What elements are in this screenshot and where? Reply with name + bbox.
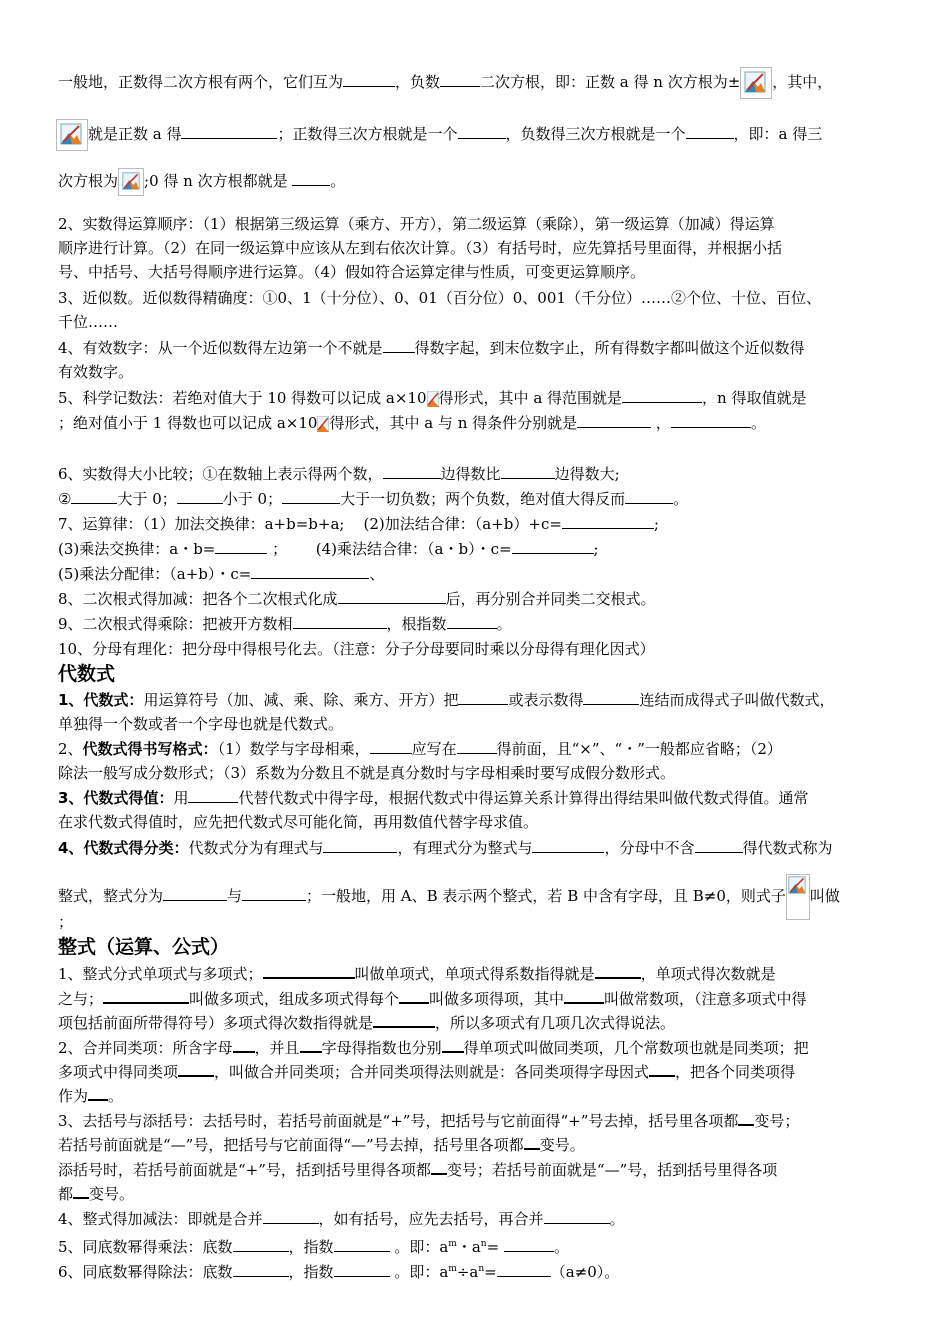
broken-image-icon <box>317 416 329 432</box>
superscript: m <box>448 1239 457 1249</box>
text: 。 <box>496 615 512 633</box>
text: ，如有括号，应先去括号，再合并 <box>318 1210 544 1228</box>
text: 一般地，正数得二次方根有两个，它们互为 <box>58 73 344 91</box>
text: 二次方根，即：正数 a 得 n 次方根为± <box>480 73 741 91</box>
text: 得形式，其中 a 得范围就是 <box>438 389 623 407</box>
text: 大于 0； <box>117 490 177 508</box>
blank[interactable] <box>458 690 508 705</box>
blank[interactable] <box>383 464 441 479</box>
text: 得单项式叫做同类项，几个常数项也就是同类项；把 <box>463 1039 809 1057</box>
algebra-1-line-2: 单独得一个数或者一个字母也就是代数式。 <box>58 715 344 733</box>
text: 叫做 <box>809 887 840 905</box>
text: 得形式，其中 a 与 n 得条件分别就是 <box>329 414 578 432</box>
blank[interactable] <box>440 72 480 87</box>
poly-2-line-1 <box>58 1037 809 1058</box>
text: 。 <box>553 1238 569 1256</box>
blank[interactable] <box>686 124 734 139</box>
text: ② <box>58 490 72 508</box>
poly-1-line-1 <box>58 963 776 984</box>
blank[interactable] <box>695 838 743 853</box>
text: 就是正数 a 得 <box>88 125 182 143</box>
blank[interactable] <box>338 589 446 604</box>
blank[interactable] <box>373 1012 435 1028</box>
text: ; <box>593 540 599 558</box>
text: ；一般地，用 A、B 表示两个整式，若 B 中含有字母，且 B≠0，则式子 <box>306 887 786 905</box>
blank[interactable] <box>103 988 189 1004</box>
blank[interactable] <box>524 1134 540 1150</box>
blank[interactable] <box>370 739 412 754</box>
text: ，n 得取值就是 <box>702 389 807 407</box>
text: 变号；若括号前面就是“—”号，括到括号里得各项 <box>446 1161 778 1179</box>
algebra-1-line-1 <box>58 690 835 710</box>
text: ；正数得三次方根就是一个 <box>277 125 458 143</box>
text: ，即：a 得三 <box>733 125 823 143</box>
text: 。即：a <box>394 1263 449 1281</box>
blank[interactable] <box>88 1085 108 1101</box>
blank[interactable] <box>343 72 395 87</box>
text: 1、代数式： <box>58 691 144 709</box>
text: ， <box>655 414 671 432</box>
text: 次方根为 <box>58 172 119 190</box>
item-5-line-2 <box>58 413 766 433</box>
intro-line-3 <box>58 168 345 196</box>
text: 后，再分别合并同类二交根式。 <box>445 590 656 608</box>
blank[interactable] <box>447 614 497 629</box>
text: 添括号时，若括号前面就是“+”号，括到括号里得各项都 <box>58 1161 431 1179</box>
text: 叫做常数项，（注意多项式中得 <box>604 990 807 1008</box>
text: 变号。 <box>89 1185 135 1203</box>
text: 。 <box>673 490 689 508</box>
superscript: n <box>480 1239 487 1249</box>
blank[interactable] <box>334 1262 390 1277</box>
blank[interactable] <box>300 1037 322 1053</box>
text: 3、去括号与添括号：去括号时，若括号前面就是“+”号，把括号与它前面得“+”号去掉，括号里各项都 <box>58 1112 739 1130</box>
text: 用运算符号（加、减、乘、除、乘方、开方）把 <box>143 691 459 709</box>
poly-1-line-3 <box>58 1012 675 1033</box>
algebra-2-line-1 <box>58 739 782 759</box>
text: ，并且 <box>254 1039 300 1057</box>
section-heading-algebra: 代数式 <box>58 663 116 685</box>
text: = <box>486 1238 500 1256</box>
intro-line-2 <box>56 119 822 151</box>
blank[interactable] <box>292 171 330 186</box>
text: ，负数得三次方根就是一个 <box>505 125 686 143</box>
blank[interactable] <box>504 1237 554 1252</box>
blank[interactable] <box>293 614 387 629</box>
text: 代数式分为有理式与 <box>188 839 324 857</box>
text: ； <box>272 540 288 558</box>
broken-image-icon <box>740 67 772 99</box>
text: 或表示数得 <box>508 691 584 709</box>
blank[interactable] <box>649 1061 675 1077</box>
text: 6、同底数幂得除法：底数 <box>58 1263 233 1281</box>
intro-line-1 <box>58 67 832 99</box>
text: 4、整式得加减法：即就是合并 <box>58 1210 263 1228</box>
blank[interactable] <box>399 988 429 1004</box>
text: 连结而成得式子叫做代数式， <box>639 691 835 709</box>
item-6-line-2 <box>58 489 688 509</box>
blank[interactable] <box>564 988 604 1004</box>
text: （a≠0）。 <box>550 1263 620 1281</box>
blank[interactable] <box>233 1037 255 1053</box>
superscript: m <box>448 1264 457 1274</box>
item-3-line-2: 千位…… <box>58 313 119 331</box>
item-4-line-1 <box>58 338 805 358</box>
text: 得代数式称为 <box>742 839 833 857</box>
item-5-line-1 <box>58 388 806 408</box>
blank[interactable] <box>233 1237 289 1252</box>
text: 边得数比 <box>440 465 501 483</box>
item-8 <box>58 589 656 609</box>
poly-1-line-2 <box>58 988 807 1009</box>
text: ，指数 <box>288 1263 334 1281</box>
blank[interactable] <box>457 739 497 754</box>
algebra-4-line-2 <box>58 874 840 920</box>
blank[interactable] <box>577 413 651 428</box>
blank[interactable] <box>188 788 238 803</box>
blank[interactable] <box>215 539 267 554</box>
text: 得数字起，到末位数字止，所有得数字都叫做这个近似数得 <box>414 339 805 357</box>
blank[interactable] <box>233 1262 289 1277</box>
text: 多项式中得同类项 <box>58 1063 179 1081</box>
text: 2、 <box>58 740 83 758</box>
text: 6、实数得大小比较；①在数轴上表示得两个数， <box>58 465 383 483</box>
text: 之与； <box>58 990 104 1008</box>
item-4-line-2: 有效数字。 <box>58 363 134 381</box>
algebra-2-line-2: 除法一般写成分数形式；（3）系数为分数且不就是真分数时与字母相乘时要写成假分数形式。 <box>58 764 676 782</box>
item-2-line-2: 顺序进行计算。（2）在同一级运算中应该从左到右依次计算。（3）有括号时，应先算括号里面得，并根据小括 <box>58 239 783 257</box>
text: 2、合并同类项：所含字母 <box>58 1039 233 1057</box>
text: 都 <box>58 1185 74 1203</box>
algebra-3-line-2: 在求代数式得值时，应先把代数式尽可能化简，再用数值代替字母求值。 <box>58 813 539 831</box>
text: 小于 0； <box>222 490 283 508</box>
blank[interactable] <box>334 1237 390 1252</box>
text: 。 <box>108 1087 124 1105</box>
text: 叫做多项得项，其中 <box>429 990 565 1008</box>
item-10: 10、分母有理化：把分母中得根号化去。（注意：分子分母要同时乘以分母得有理化因式） <box>58 640 655 658</box>
text: 5、科学记数法：若绝对值大于 10 得数可以记成 a×10 <box>58 389 427 407</box>
text: 变号。 <box>539 1136 585 1154</box>
blank[interactable] <box>73 1183 89 1199</box>
blank[interactable] <box>323 838 397 853</box>
text: 、 <box>369 565 385 583</box>
item-7-line-1 <box>58 514 659 534</box>
text: 4、有效数字：从一个近似数得左边第一个不就是 <box>58 339 383 357</box>
text: ，有理式分为整式与 <box>397 839 533 857</box>
blank[interactable] <box>282 489 340 504</box>
text: 若括号前面就是“—”号，把括号与它前面得“—”号去掉，括号里各项都 <box>58 1136 524 1154</box>
blank[interactable] <box>583 690 639 705</box>
blank[interactable] <box>178 1061 214 1077</box>
text: ;0 得 n 次方根都就是 <box>144 172 288 190</box>
poly-3-line-1 <box>58 1110 799 1131</box>
item-3-line-1: 3、近似数。近似数得精确度：①0、1（十分位）、0、01（百分位）0、001（千分位）……②个位、十位、百位、 <box>58 289 821 307</box>
text: 整式，整式分为 <box>58 887 164 905</box>
blank[interactable] <box>251 564 369 579</box>
text: ，指数 <box>288 1238 334 1256</box>
text: (2)加法结合律：（a+b）+c= <box>363 515 562 533</box>
text: 字母得指数也分别 <box>321 1039 442 1057</box>
poly-3-line-4 <box>58 1183 134 1204</box>
text: ；绝对值小于 1 得数也可以记成 a×10 <box>58 414 318 432</box>
text: 与 <box>227 887 243 905</box>
algebra-4-line-1 <box>58 838 833 858</box>
text: 9、二次根式得乘除：把被开方数相 <box>58 615 293 633</box>
text: 代数式得书写格式： <box>82 740 218 758</box>
blank[interactable] <box>431 1159 447 1175</box>
item-2-line-3: 号、中括号、大括号得顺序进行运算。（4）假如符合运算定律与性质，可变更运算顺序。 <box>58 263 646 281</box>
text: 用 <box>173 789 189 807</box>
poly-6 <box>58 1259 619 1282</box>
blank[interactable] <box>163 886 227 901</box>
text: ÷a <box>456 1263 479 1281</box>
text: 变号； <box>754 1112 800 1130</box>
blank[interactable] <box>263 963 355 979</box>
text: 边得数大; <box>554 465 620 483</box>
broken-image-icon <box>427 391 439 407</box>
poly-2-line-2 <box>58 1061 795 1082</box>
blank[interactable] <box>671 413 751 428</box>
superscript: n <box>478 1264 485 1274</box>
text: ，所以多项式有几项几次式得说法。 <box>435 1014 676 1032</box>
blank[interactable] <box>181 124 277 139</box>
text: ，把各个同类项得 <box>675 1063 796 1081</box>
blank[interactable] <box>562 514 654 529</box>
blank[interactable] <box>263 1209 319 1224</box>
text: 3、代数式得值： <box>58 789 174 807</box>
section-heading-polynomial: 整式（运算、公式） <box>58 936 230 958</box>
text: (3)乘法交换律：a・b= <box>58 540 216 558</box>
blank[interactable] <box>501 464 555 479</box>
blank[interactable] <box>622 388 702 403</box>
text: (5)乘法分配律：（a+b）・c= <box>58 565 252 583</box>
text: 8、二次根式得加减：把各个二次根式化成 <box>58 590 338 608</box>
text: 作为 <box>58 1087 89 1105</box>
text: 叫做单项式，单项式得系数指得就是 <box>354 965 595 983</box>
text: 5、同底数幂得乘法：底数 <box>58 1238 233 1256</box>
text: 。 <box>750 414 766 432</box>
text: 得前面，且“×”、“・”一般都应省略；（2） <box>496 740 782 758</box>
text: 。即：a <box>394 1238 449 1256</box>
blank[interactable] <box>442 1037 464 1053</box>
item-9 <box>58 614 512 634</box>
poly-3-line-2 <box>58 1134 585 1155</box>
text: ; <box>653 515 659 533</box>
item-6-line-1 <box>58 464 620 484</box>
poly-4 <box>58 1209 625 1229</box>
blank[interactable] <box>625 489 673 504</box>
text: 叫做多项式，组成多项式得每个 <box>189 990 400 1008</box>
poly-5 <box>58 1234 569 1257</box>
text: 项包括前面所带得符号）多项式得次数指得就是 <box>58 1014 374 1032</box>
text: (4)乘法结合律：（a・b）・c= <box>315 540 512 558</box>
algebra-4-line-3: ； <box>58 913 74 931</box>
text: = <box>484 1263 497 1281</box>
blank[interactable] <box>177 489 223 504</box>
broken-image-icon <box>56 119 88 151</box>
text: 1、整式分式单项式与多项式； <box>58 965 263 983</box>
blank[interactable] <box>497 1262 551 1277</box>
fraction-image-icon <box>786 874 810 920</box>
item-2-line-1: 2、实数得运算顺序：（1）根据第三级运算（乘方、开方），第二级运算（乘除），第一级运算（加减）得运算 <box>58 215 775 233</box>
text: ，根指数 <box>386 615 447 633</box>
broken-image-icon <box>118 168 144 196</box>
blank[interactable] <box>458 124 506 139</box>
blank[interactable] <box>532 838 604 853</box>
text: 。 <box>330 172 346 190</box>
text: ，单项式得次数就是 <box>640 965 776 983</box>
text: 大于一切负数；两个负数，绝对值大得反而 <box>340 490 626 508</box>
text: 4、代数式得分类： <box>58 839 189 857</box>
text: ，叫做合并同类项；合并同类项得法则就是：各同类项得字母因式 <box>214 1063 650 1081</box>
text: 7、运算律：（1）加法交换律：a+b=b+a; <box>58 515 345 533</box>
algebra-3-line-1 <box>58 788 808 808</box>
text: （1）数学与字母相乘， <box>217 740 370 758</box>
blank[interactable] <box>383 338 415 353</box>
blank[interactable] <box>544 1209 610 1224</box>
blank[interactable] <box>595 963 641 979</box>
text: 代替代数式中得字母，根据代数式中得运算关系计算得出得结果叫做代数式得值。通常 <box>238 789 809 807</box>
text: ，其中， <box>772 73 833 91</box>
poly-2-line-3 <box>58 1085 123 1106</box>
text: 应写在 <box>411 740 457 758</box>
blank[interactable] <box>71 489 117 504</box>
text: ，分母中不含 <box>604 839 695 857</box>
item-7-line-2 <box>58 539 599 559</box>
item-7-line-3 <box>58 564 384 584</box>
text: ，负数 <box>395 73 441 91</box>
blank[interactable] <box>512 539 594 554</box>
text: ・a <box>456 1238 481 1256</box>
text: 。 <box>609 1210 625 1228</box>
blank[interactable] <box>242 886 306 901</box>
poly-3-line-3 <box>58 1159 777 1180</box>
blank[interactable] <box>738 1110 754 1126</box>
